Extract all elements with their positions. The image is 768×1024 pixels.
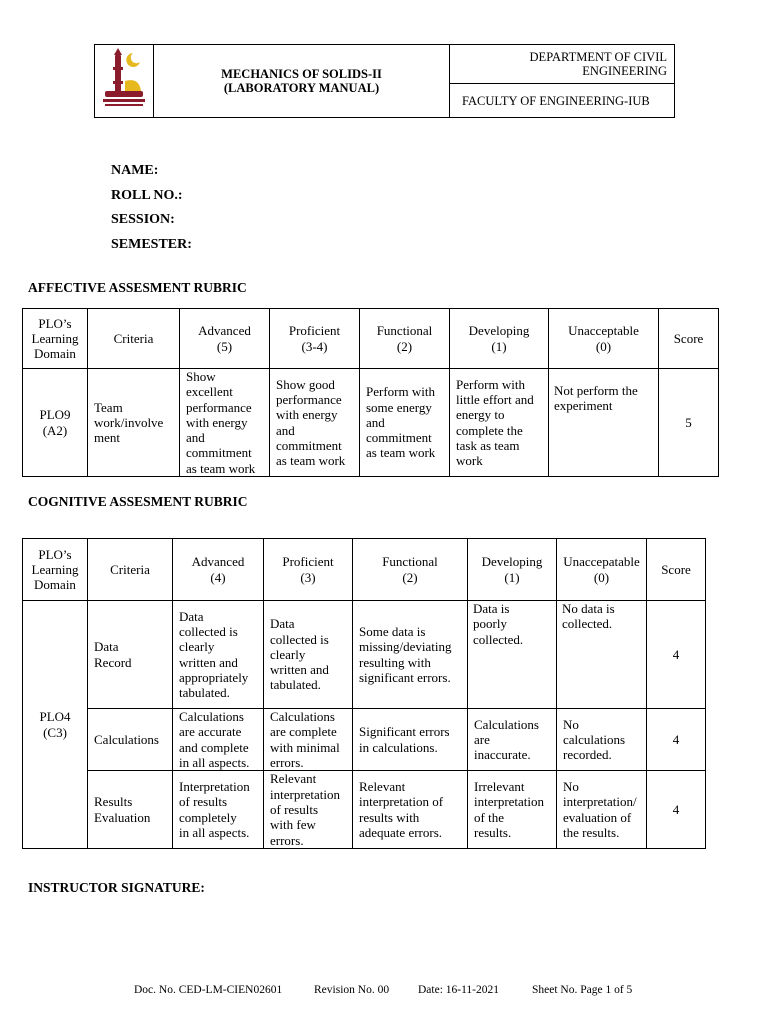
affective-rubric-table — [22, 308, 719, 477]
header-unacceptable: Unacceptable (0) — [549, 309, 659, 369]
criteria-cell: Calculations — [88, 709, 173, 771]
header-criteria: Criteria — [88, 539, 173, 601]
header-domain: PLO’s Learning Domain — [23, 309, 88, 369]
plo-cell: PLO4 (C3) — [23, 601, 88, 849]
plo-cell: PLO9 (A2) — [23, 369, 88, 477]
score-cell: 4 — [647, 709, 706, 771]
department-name: DEPARTMENT OF CIVIL ENGINEERING — [450, 45, 675, 84]
proficient-cell: Data collected is clearly written and tabulated. — [264, 601, 353, 709]
proficient-cell: Relevant interpretation of results with few errors. — [264, 771, 353, 849]
header-advanced: Advanced (5) — [180, 309, 270, 369]
doc-date: Date: 16-11-2021 — [418, 984, 500, 996]
unacceptable-cell: No calculations recorded. — [557, 709, 647, 771]
developing-cell: Calculations are inaccurate. — [468, 709, 557, 771]
table-row — [23, 369, 719, 477]
revision-number: Revision No. 00 — [314, 984, 390, 996]
developing-cell: Irrelevant interpretation of the results. — [468, 771, 557, 849]
cognitive-rubric-table — [22, 538, 706, 849]
unacceptable-cell: No interpretation/ evaluation of the results. — [557, 771, 647, 849]
score-cell: 4 — [647, 601, 706, 709]
unacceptable-cell: No data is collected. — [557, 601, 647, 709]
affective-rubric-title: AFFECTIVE ASSESMENT RUBRIC — [28, 280, 247, 295]
score-cell: 4 — [647, 771, 706, 849]
table-header-row — [23, 309, 719, 369]
criteria-cell: Results Evaluation — [88, 771, 173, 849]
functional-cell: Perform with some energy and commitment as team work — [360, 369, 450, 477]
header-domain: PLO’s Learning Domain — [23, 539, 88, 601]
functional-cell: Relevant interpretation of results with adequate errors. — [353, 771, 468, 849]
header-criteria: Criteria — [88, 309, 180, 369]
course-title-cell — [154, 45, 450, 118]
developing-cell: Data is poorly collected. — [468, 601, 557, 709]
session-label: SESSION: — [111, 212, 175, 227]
proficient-cell: Calculations are complete with minimal errors. — [264, 709, 353, 771]
document-header — [94, 44, 675, 118]
header-functional: Functional (2) — [360, 309, 450, 369]
advanced-cell: Interpretation of results completely in all aspects. — [173, 771, 264, 849]
header-advanced: Advanced (4) — [173, 539, 264, 601]
instructor-signature-label: INSTRUCTOR SIGNATURE: — [28, 880, 205, 895]
semester-label: SEMESTER: — [111, 237, 192, 252]
functional-cell: Some data is missing/deviating resulting with significant errors. — [353, 601, 468, 709]
doc-number: Doc. No. CED-LM-CIEN02601 — [134, 984, 283, 996]
table-row — [23, 771, 706, 849]
score-cell: 5 — [659, 369, 719, 477]
table-header-row — [23, 539, 706, 601]
roll-no-label: ROLL NO.: — [111, 188, 183, 203]
header-developing: Developing (1) — [468, 539, 557, 601]
university-logo-cell — [95, 45, 154, 118]
table-row — [23, 601, 706, 709]
header-unacceptable: Unaccepatable (0) — [557, 539, 647, 601]
header-proficient: Proficient (3) — [264, 539, 353, 601]
course-title: MECHANICS OF SOLIDS-II — [221, 67, 382, 81]
criteria-cell: Team work/involve ment — [88, 369, 180, 477]
advanced-cell: Data collected is clearly written and appropriately tabulated. — [173, 601, 264, 709]
proficient-cell: Show good performance with energy and commitment as team work — [270, 369, 360, 477]
header-score: Score — [659, 309, 719, 369]
advanced-cell: Calculations are accurate and complete in all aspects. — [173, 709, 264, 771]
developing-cell: Perform with little effort and energy to complete the task as team work — [450, 369, 549, 477]
advanced-cell: Show excellent performance with energy and commitment as team work — [180, 369, 270, 477]
header-proficient: Proficient (3-4) — [270, 309, 360, 369]
name-label: NAME: — [111, 163, 159, 178]
header-developing: Developing (1) — [450, 309, 549, 369]
criteria-cell: Data Record — [88, 601, 173, 709]
functional-cell: Significant errors in calculations. — [353, 709, 468, 771]
cognitive-rubric-title: COGNITIVE ASSESMENT RUBRIC — [28, 494, 248, 509]
university-logo — [101, 47, 147, 111]
table-row — [23, 709, 706, 771]
header-score: Score — [647, 539, 706, 601]
manual-label: (LABORATORY MANUAL) — [223, 81, 380, 95]
header-functional: Functional (2) — [353, 539, 468, 601]
sheet-number: Sheet No. Page 1 of 5 — [532, 984, 633, 996]
unacceptable-cell: Not perform the experiment — [549, 369, 659, 477]
faculty-name: FACULTY OF ENGINEERING-IUB — [450, 84, 675, 118]
